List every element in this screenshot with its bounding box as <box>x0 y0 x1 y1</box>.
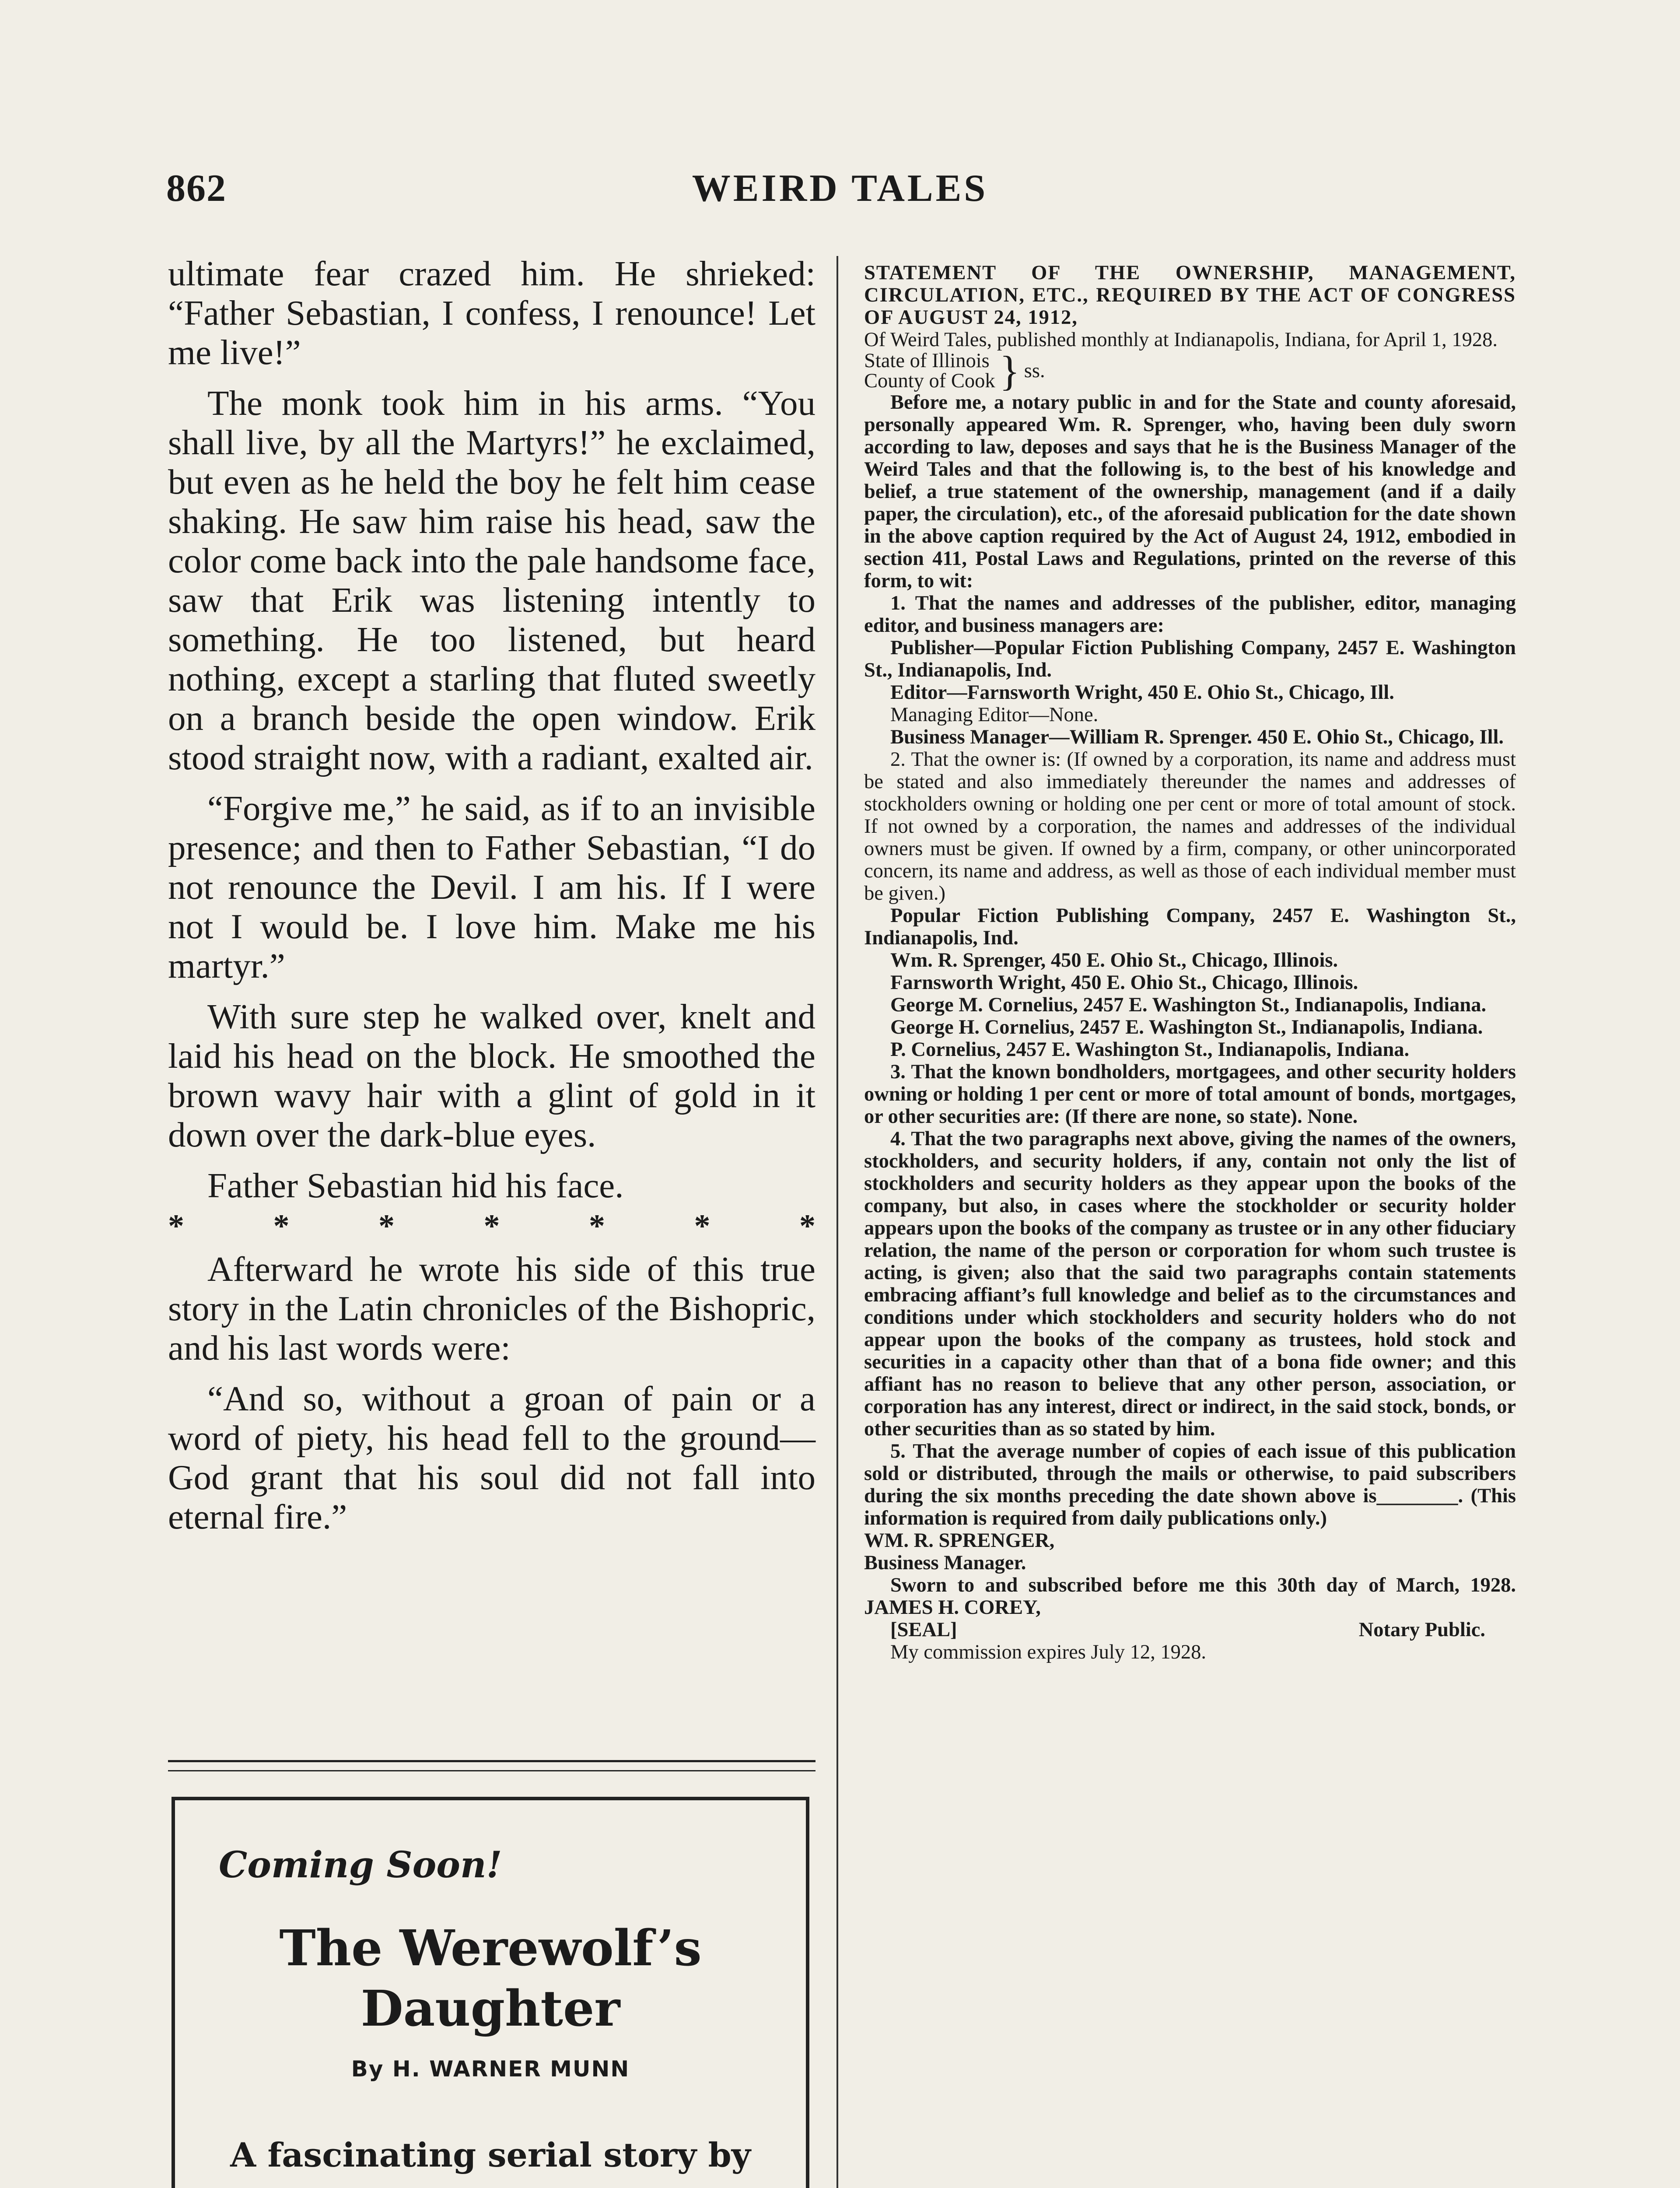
separator-star: * <box>483 1208 500 1244</box>
venue-ss: ss. <box>1024 360 1045 382</box>
owner-entry: George H. Cornelius, 2457 E. Washington St., Indianapolis, Indiana. <box>890 1016 1483 1038</box>
venue-county: County of Cook <box>864 370 995 392</box>
column-rule <box>836 256 838 2188</box>
page-header <box>166 166 1514 228</box>
notary-paragraph: Before me, a notary public in and for the State and county aforesaid, personally appeared Wm. R. Sprenger, who, having been duly sworn according to law, deposes and says that he is the Business Manager of the Weird Tales and that the following is, to the best of his knowledge and belief, a true statement of the ownership, management (and if a daily paper, the circulation), etc., of the aforesaid publication for the date shown in the above caption required by the Act of August 24, 1912, embodied in section 411, Postal Laws and Regulations, printed on the reverse of this form, to wit: <box>864 391 1516 592</box>
commission-line: My commission expires July 12, 1928. <box>890 1641 1207 1663</box>
separator-star: * <box>273 1208 290 1244</box>
statement-item-2: 2. That the owner is: (If owned by a corporation, its name and address must be stated and also immediately thereunder the names and addresses of stockholders owning or holding one per cent or more of total amount of stock. If not owned by a corporation, the names and addresses of the individual owners must be given. If owned by a firm, company, or other unincorporated concern, its name and address, as well as those of each individual member must be given.) <box>864 748 1516 905</box>
ad-title-line: Daughter <box>360 1980 620 2037</box>
page-number: 862 <box>166 167 227 210</box>
statement-venue <box>864 347 1516 394</box>
separator-star: * <box>378 1208 395 1244</box>
statement-item-4: 4. That the two paragraphs next above, giving the names of the owners, stockholders, and security holders, if any, contain not only the list of stockholders and security holders as they appear upon the books of the company, but also, in cases where the stockholder or security holder appears upon the books of the company as trustee or in any other fiduciary relation, the name of the person or corporation for whom such trustee is acting, is given; also that the said two paragraphs contain statements embracing affiant’s full knowledge and belief as to the circumstances and conditions under which stockholders and security holders who do not appear upon the books of the company as trustees, hold stock and securities in a capacity other than that of a bona fide owner; and this affiant has no reason to believe that any other person, association, or corporation has any interest, direct or indirect, in the said stock, bonds, or other securities than as so stated by him. <box>864 1128 1516 1440</box>
section-separator <box>168 1205 816 1249</box>
ad-title <box>175 1918 806 2039</box>
publisher-entry: Publisher—Popular Fiction Publishing Company, 2457 E. Washington St., Indianapolis, Ind. <box>864 637 1516 681</box>
seal-row <box>864 1619 1516 1641</box>
business-manager-entry: Business Manager—William R. Sprenger. 450 E. Ohio St., Chicago, Ill. <box>890 726 1504 748</box>
story-paragraph: Afterward he wrote his side of this true story in the Latin chronicles of the Bishopric, and his last words were: <box>168 1249 816 1368</box>
statement-intro: Of Weird Tales, published monthly at Indianapolis, Indiana, for April 1, 1928. <box>864 329 1498 351</box>
ownership-statement <box>864 262 1516 1663</box>
owner-entry: Wm. R. Sprenger, 450 E. Ohio St., Chicago, Illinois. <box>890 949 1338 971</box>
story-paragraph: “Forgive me,” he said, as if to an invisible presence; and then to Father Sebastian, “I do not renounce the Devil. I am his. If I were not I would be. I love him. Make me his martyr.” <box>168 789 816 985</box>
statement-item-5: 5. That the average number of copies of each issue of this publication sold or distributed, through the mails or otherwise, to paid subscribers during the six months preceding the date shown above is________. (This information is required from daily publications only.) <box>864 1440 1516 1529</box>
owner-entry: P. Cornelius, 2457 E. Washington St., Indianapolis, Indiana. <box>890 1038 1410 1061</box>
separator-star: * <box>694 1208 710 1244</box>
owner-entry: George M. Cornelius, 2457 E. Washington St., Indianapolis, Indiana. <box>890 994 1487 1016</box>
story-paragraph: Father Sebastian hid his face. <box>207 1166 624 1205</box>
running-title: WEIRD TALES <box>692 167 988 210</box>
managing-editor-entry: Managing Editor—None. <box>890 704 1099 726</box>
story-paragraph: ultimate fear crazed him. He shrieked: “Father Sebastian, I confess, I renounce! Let me live!” <box>168 254 816 372</box>
signer-title: Business Manager. <box>864 1552 1026 1574</box>
statement-item-3: 3. That the known bondholders, mortgagees, and other security holders owning or holding 1 per cent or more of total amount of bonds, mortgages, or other securities are: (If there are none, so state). None. <box>864 1061 1516 1128</box>
editor-entry: Editor—Farnsworth Wright, 450 E. Ohio St., Chicago, Ill. <box>890 681 1394 704</box>
ad-byline: By H. WARNER MUNN <box>351 2056 630 2082</box>
owner-entry: Popular Fiction Publishing Company, 2457 E. Washington St., Indianapolis, Ind. <box>864 905 1516 949</box>
statement-title: STATEMENT OF THE OWNERSHIP, MANAGEMENT, CIRCULATION, ETC., REQUIRED BY THE ACT OF CONGRESS OF AUGUST 24, 1912, <box>864 262 1516 329</box>
brace-glyph: } <box>999 347 1020 394</box>
story-paragraph: The monk took him in his arms. “You shall live, by all the Martyrs!” he exclaimed, but even as he held the boy he felt him cease shaking. He saw him raise his head, saw the color come back into the pale handsome face, saw that Erik was listening intently to something. He too listened, but heard nothing, except a starling that fluted sweetly on a branch beside the open window. Erik stood straight now, with a radiant, exalted air. <box>168 383 816 777</box>
seal-label: [SEAL] <box>890 1619 957 1641</box>
statement-item-1: 1. That the names and addresses of the publisher, editor, managing editor, and business managers are: <box>864 592 1516 637</box>
coming-soon-advertisement <box>172 1797 809 2188</box>
ad-kicker: Coming Soon! <box>219 1844 502 1886</box>
ad-title-line: The Werewolf’s <box>279 1920 702 1977</box>
double-rule-divider <box>168 1760 816 1771</box>
separator-star: * <box>589 1208 605 1244</box>
ad-description: A fascinating serial story by <box>230 2135 751 2174</box>
notary-title: Notary Public. <box>1358 1619 1485 1641</box>
signer-name: WM. R. SPRENGER, <box>864 1529 1055 1552</box>
venue-state: State of Illinois <box>864 350 990 372</box>
separator-star: * <box>799 1208 816 1244</box>
story-column <box>168 254 816 1536</box>
owner-entry: Farnsworth Wright, 450 E. Ohio St., Chicago, Illinois. <box>890 971 1358 994</box>
story-paragraph: “And so, without a groan of pain or a word of piety, his head fell to the ground—God grant that his soul did not fall into eternal fire.” <box>168 1379 816 1536</box>
sworn-line: Sworn to and subscribed before me this 30th day of March, 1928. JAMES H. COREY, <box>864 1574 1516 1619</box>
separator-star: * <box>168 1208 184 1244</box>
story-paragraph: With sure step he walked over, knelt and laid his head on the block. He smoothed the brown wavy hair with a glint of gold in it down over the dark-blue eyes. <box>168 997 816 1154</box>
